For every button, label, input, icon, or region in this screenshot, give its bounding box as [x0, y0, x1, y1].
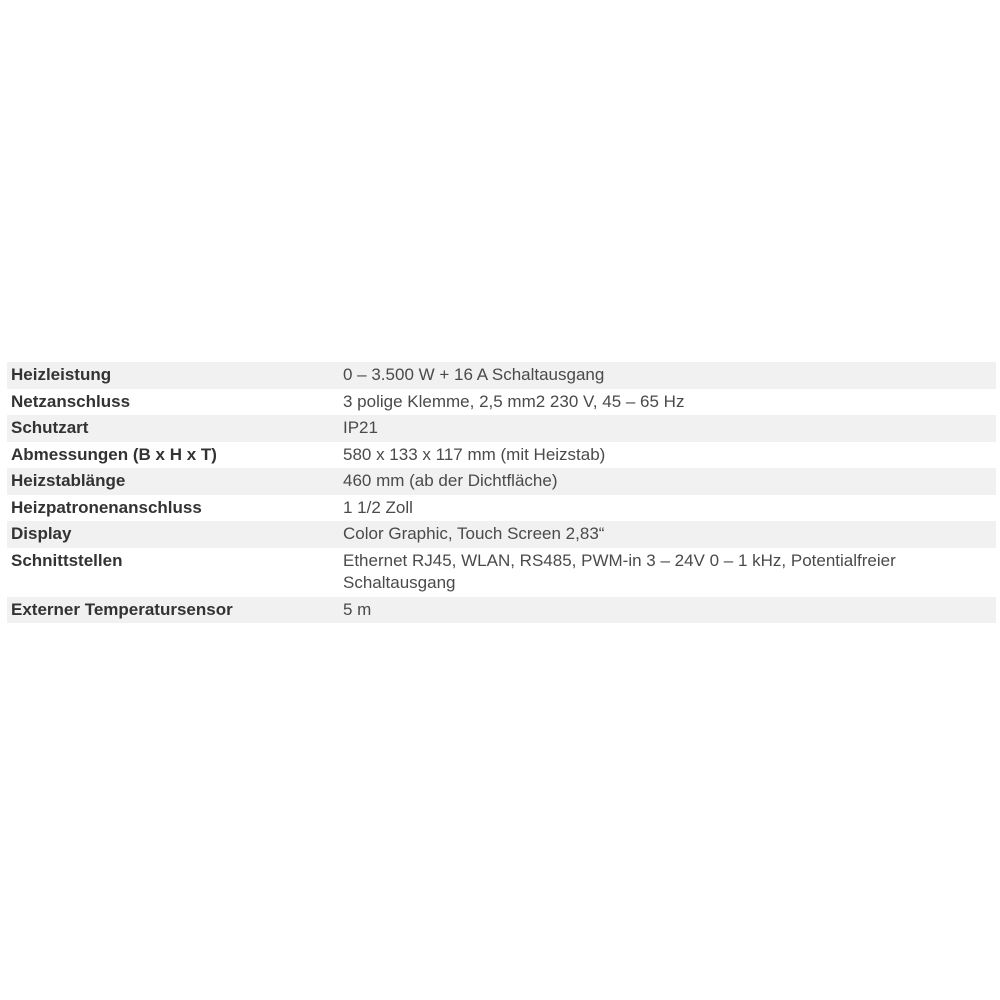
spec-row-abmessungen — [7, 442, 996, 469]
spec-label: Heizstablänge — [7, 468, 339, 495]
spec-row-display — [7, 521, 996, 548]
spec-row-schnittstellen — [7, 548, 996, 597]
spec-value: 5 m — [339, 597, 996, 624]
spec-row-schutzart — [7, 415, 996, 442]
spec-row-temperatursensor — [7, 597, 996, 624]
spec-label: Heizpatronenanschluss — [7, 495, 339, 522]
spec-row-netzanschluss — [7, 389, 996, 416]
spec-row-heizstablaenge — [7, 468, 996, 495]
spec-value: 1 1/2 Zoll — [339, 495, 996, 522]
spec-label: Heizleistung — [7, 362, 339, 389]
spec-value: 0 – 3.500 W + 16 A Schaltausgang — [339, 362, 996, 389]
spec-value: Color Graphic, Touch Screen 2,83“ — [339, 521, 996, 548]
spec-label: Schutzart — [7, 415, 339, 442]
spec-value: IP21 — [339, 415, 996, 442]
spec-label: Abmessungen (B x H x T) — [7, 442, 339, 469]
spec-value: 460 mm (ab der Dichtfläche) — [339, 468, 996, 495]
spec-label: Display — [7, 521, 339, 548]
spec-value: 3 polige Klemme, 2,5 mm2 230 V, 45 – 65 Hz — [339, 389, 996, 416]
spec-row-heizpatronenanschluss — [7, 495, 996, 522]
spec-label: Schnittstellen — [7, 548, 339, 597]
spec-label: Externer Temperatursensor — [7, 597, 339, 624]
specification-table-body — [7, 362, 996, 623]
spec-label: Netzanschluss — [7, 389, 339, 416]
spec-value: Ethernet RJ45, WLAN, RS485, PWM-in 3 – 24V 0 – 1 kHz, Potentialfreier Schaltausgang — [339, 548, 996, 597]
specification-table — [7, 362, 996, 623]
spec-row-heizleistung — [7, 362, 996, 389]
spec-value: 580 x 133 x 117 mm (mit Heizstab) — [339, 442, 996, 469]
